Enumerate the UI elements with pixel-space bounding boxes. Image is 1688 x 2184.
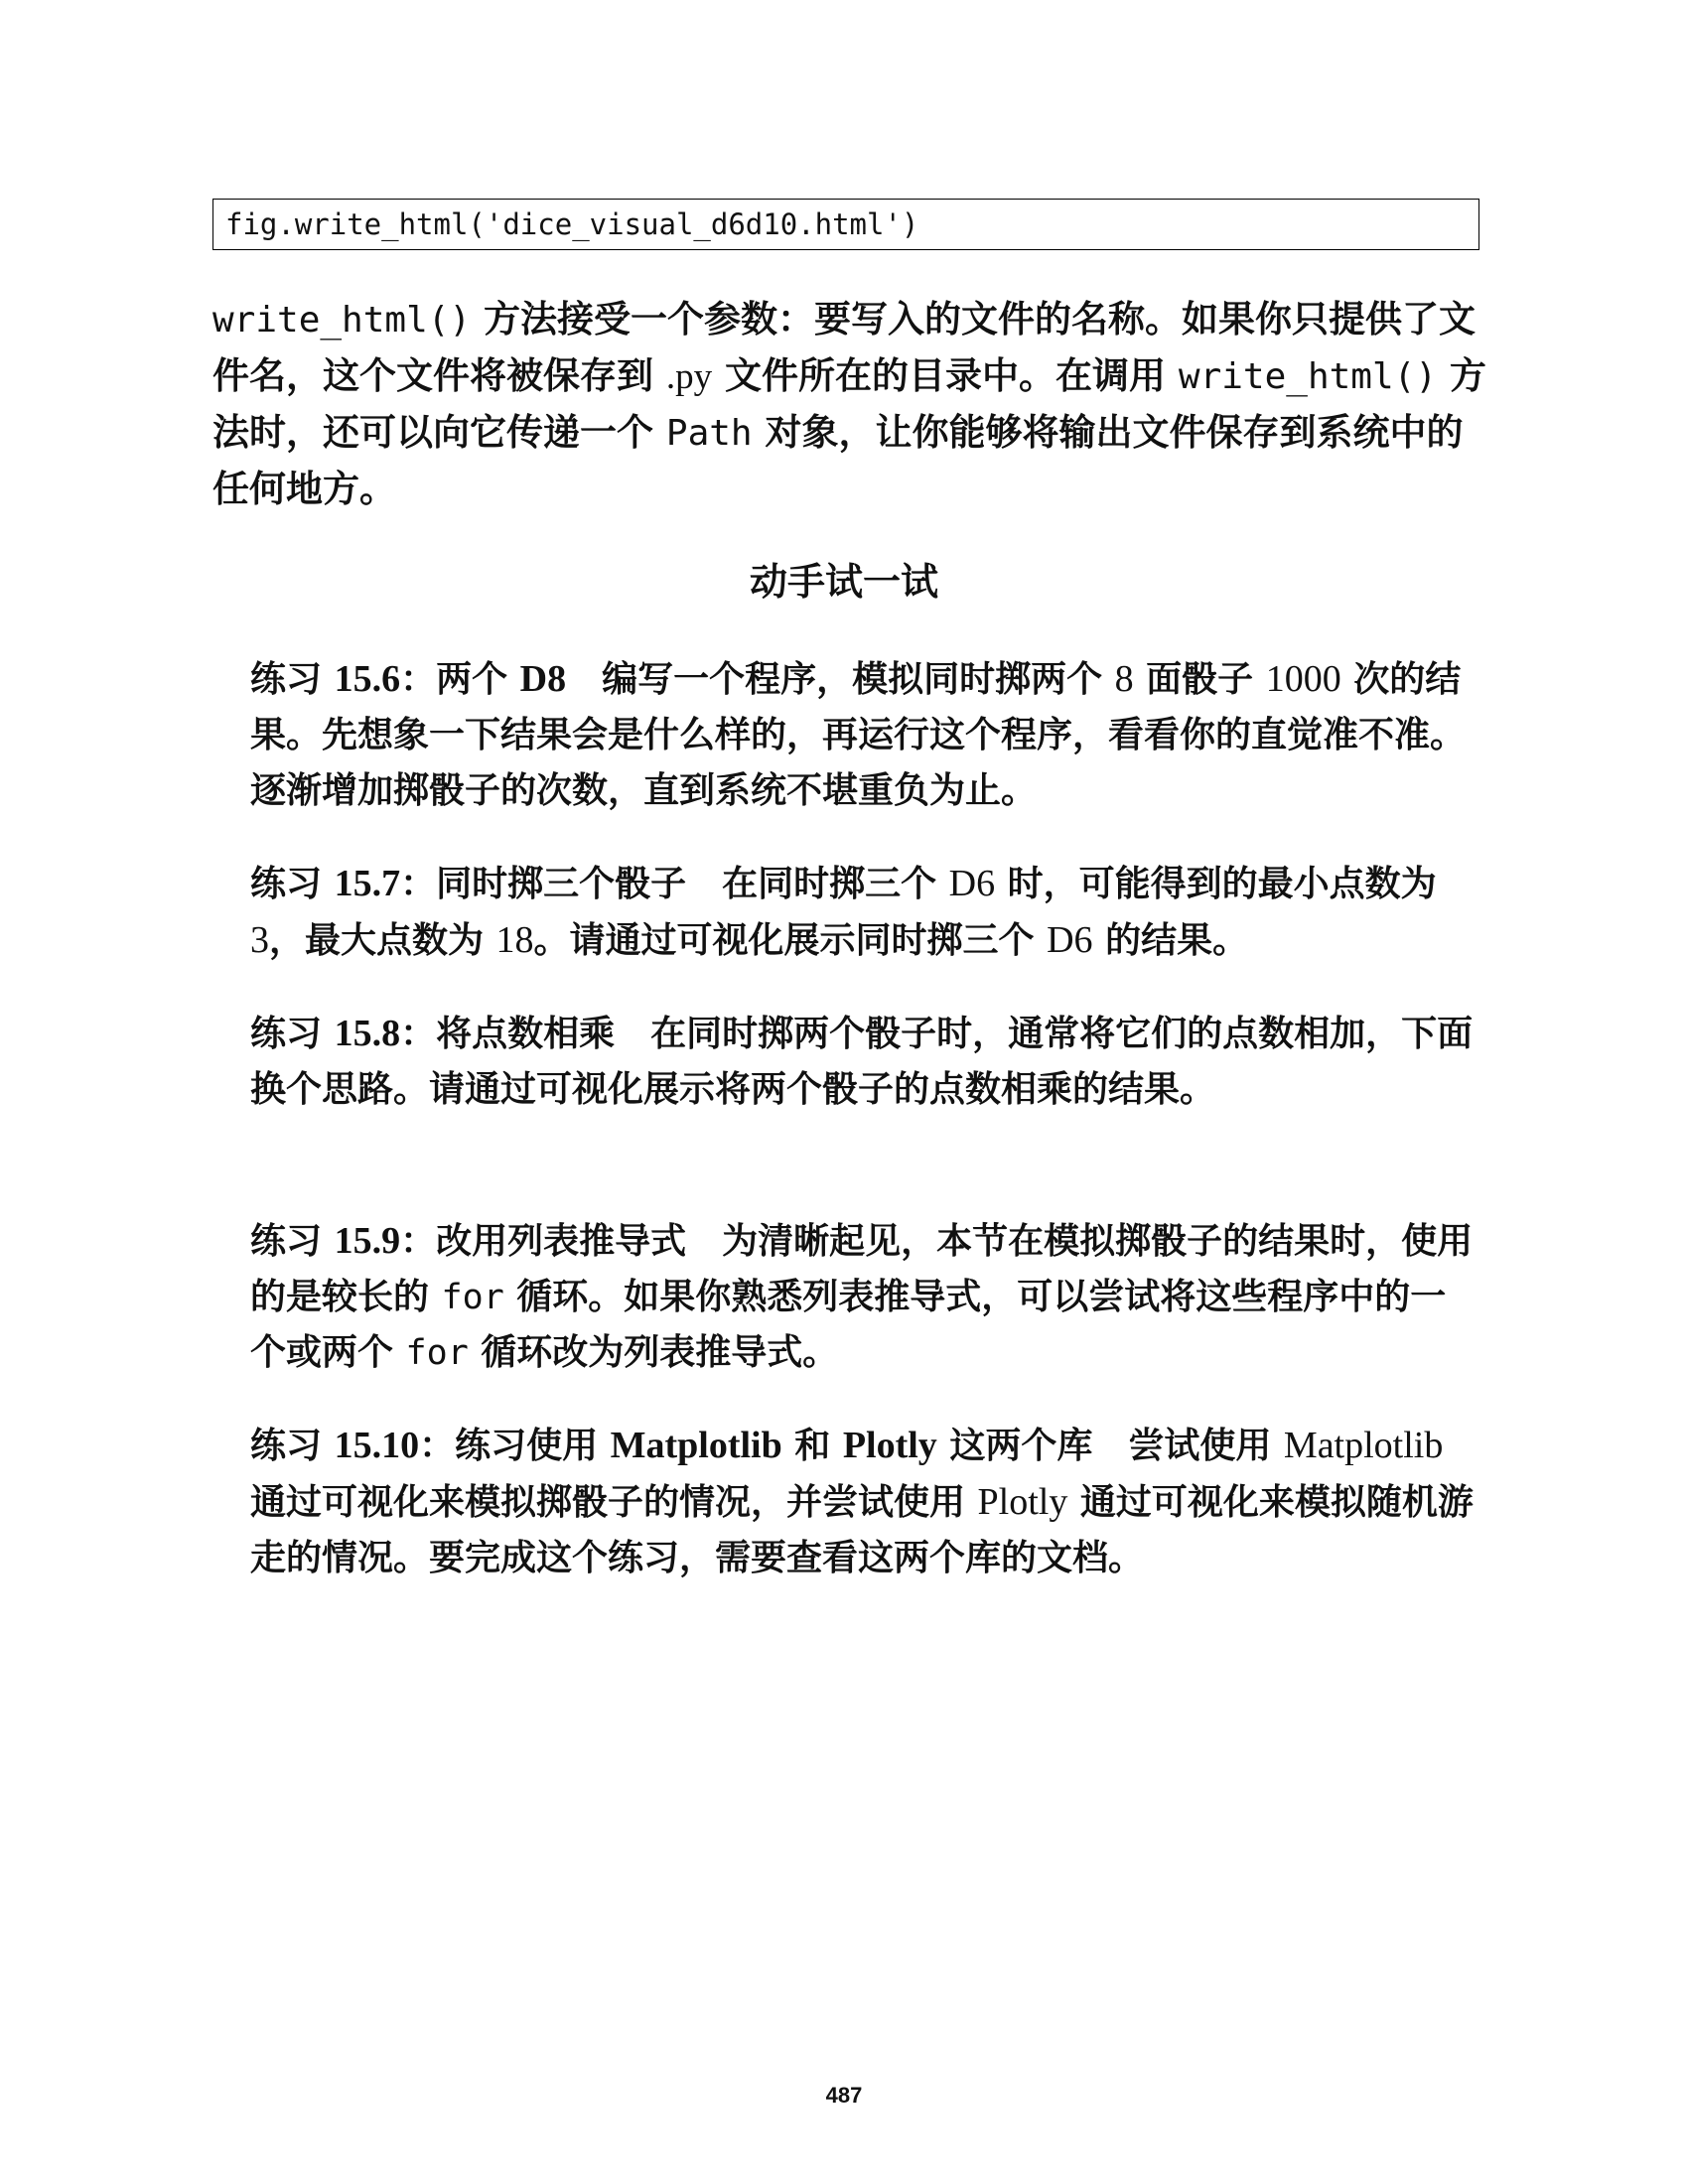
body-term: Plotly [977, 1481, 1068, 1523]
exercise-15-9 [250, 1213, 1481, 1381]
exercise-number: 15.9 [334, 1220, 401, 1262]
exercise-label: 练习 [250, 864, 323, 904]
exercise-title: 改用列表推导式 [436, 1221, 687, 1262]
exercise-15-8 [250, 1006, 1481, 1118]
body-text: 通过可视化来模拟掷骰子的情况，并尝试使用 [250, 1482, 978, 1523]
body-term: 18 [495, 919, 534, 961]
title-part: 两个 [436, 659, 520, 700]
exercise-colon: ： [400, 1014, 437, 1054]
body-text: 的结果。 [1092, 920, 1249, 961]
inline-code: Path [665, 413, 753, 454]
exercise-15-6 [250, 651, 1481, 819]
exercise-title [436, 659, 566, 700]
inline-code: for [441, 1278, 504, 1317]
exercise-colon: ： [419, 1426, 456, 1466]
exercise-number: 15.7 [334, 863, 401, 904]
exercise-colon: ： [400, 659, 437, 700]
file-extension: .py [665, 356, 713, 397]
body-text: 时，可能得到的最小点数为 [995, 864, 1437, 904]
exercise-label: 练习 [250, 1426, 323, 1466]
exercise-label: 练习 [250, 659, 323, 700]
text: 方法接受一个参数：要写入的文件的名称。如果你只提供了文件名，这个文件将被保存到 [212, 298, 1476, 397]
body-text: 。请通过可视化展示同时掷三个 [533, 920, 1048, 961]
exercise-title: 将点数相乘 [436, 1014, 616, 1054]
inline-code: for [405, 1333, 469, 1373]
body-text: 次的结果。先想象一下结果会是什么样的，再运行这个程序，看看你的直觉准不准。逐渐增加掷骰子的次数，直到系统不堪重负为止。 [250, 659, 1467, 811]
page-number: 487 [825, 2083, 863, 2108]
text: 方法时，还可以向它传递一个 [212, 354, 1486, 454]
exercise-number: 15.10 [334, 1425, 420, 1466]
exercise-number: 15.8 [334, 1013, 401, 1054]
body-text: 在同时掷三个 [722, 864, 949, 904]
text: 对象，让你能够将输出文件保存到系统中的任何地方。 [212, 411, 1464, 510]
code-snippet: fig.write_html('dice_visual_d6d10.html') [212, 199, 1479, 250]
title-part: D8 [519, 658, 567, 700]
exercise-colon: ： [400, 1221, 437, 1262]
title-part: 练习使用 [455, 1426, 611, 1466]
exercise-label: 练习 [250, 1221, 323, 1262]
exercise-colon: ： [400, 864, 437, 904]
title-part: Matplotlib [610, 1425, 782, 1466]
body-term: 1000 [1265, 658, 1341, 700]
intro-paragraph [212, 292, 1493, 517]
exercise-15-10 [250, 1418, 1481, 1586]
body-text: 编写一个程序，模拟同时掷两个 [602, 659, 1115, 700]
body-term: 3 [250, 919, 269, 961]
body-term: D6 [948, 863, 996, 904]
exercise-title: 同时掷三个骰子 [436, 864, 687, 904]
section-title: 动手试一试 [749, 560, 938, 604]
title-part: Plotly [842, 1425, 937, 1466]
body-text: 循环。如果你熟悉列表推导式，可以尝试将这些程序中的一个或两个 [250, 1277, 1447, 1373]
title-part: 这两个库 [936, 1426, 1093, 1466]
exercise-15-7 [250, 856, 1481, 969]
exercise-number: 15.6 [334, 658, 401, 700]
inline-code: write_html() [212, 300, 472, 341]
body-text: 在同时掷两个骰子时，通常将它们的点数相加，下面换个思路。请通过可视化展示将两个骰子的点数相乘的结果。 [250, 1014, 1474, 1110]
body-term: D6 [1047, 919, 1093, 961]
body-text: 为清晰起见，本节在模拟掷骰子的结果时，使用的是较长的 [250, 1221, 1474, 1317]
body-text: 通过可视化来模拟随机游走的情况。要完成这个练习，需要查看这两个库的文档。 [250, 1482, 1474, 1578]
body-term: Matplotlib [1283, 1425, 1444, 1466]
body-text: ，最大点数为 [269, 920, 496, 961]
title-part: 和 [781, 1426, 843, 1466]
body-text: 面骰子 [1133, 659, 1266, 700]
exercise-label: 练习 [250, 1014, 323, 1054]
text: 文件所在的目录中。在调用 [712, 354, 1179, 397]
inline-code: write_html() [1178, 356, 1437, 397]
exercise-title [455, 1426, 1092, 1466]
body-text: 循环改为列表推导式。 [468, 1332, 839, 1373]
body-text: 尝试使用 [1128, 1426, 1284, 1466]
body-term: 8 [1114, 658, 1134, 700]
